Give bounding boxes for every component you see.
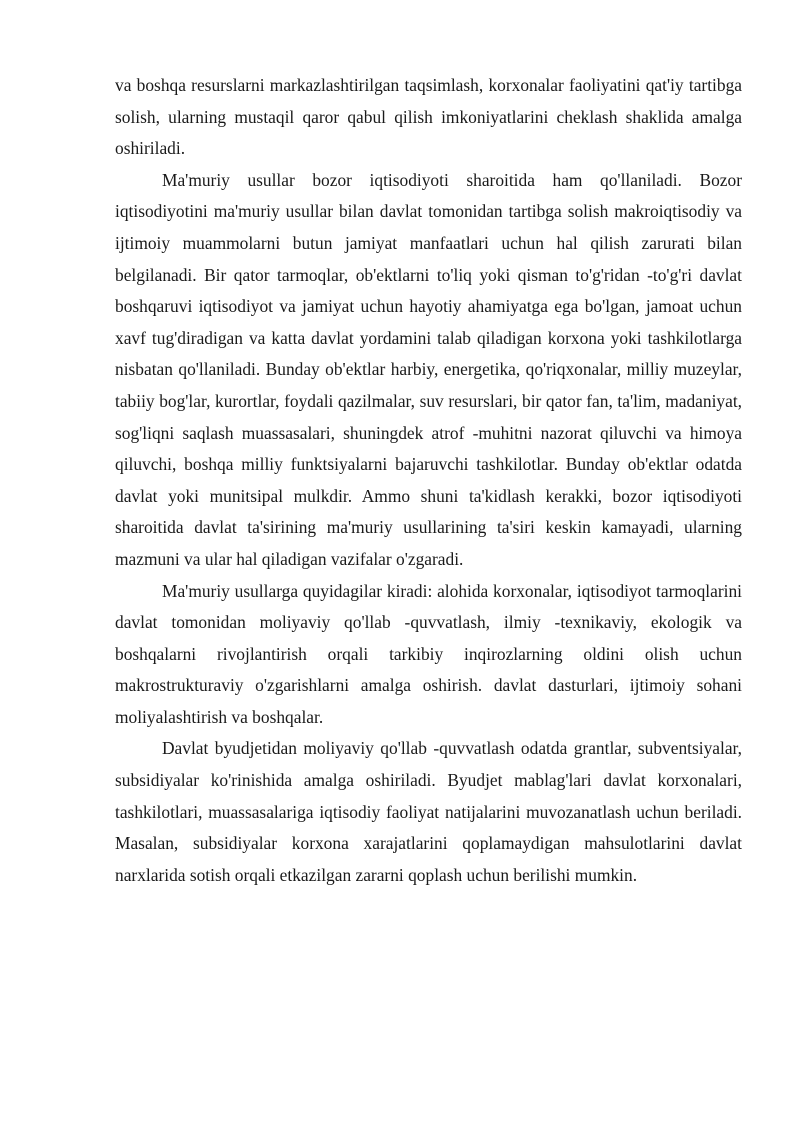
paragraph-administrative-methods-list: Ma'muriy usullarga quyidagilar kiradi: alohida korxonalar, iqtisodiyot tarmoqlarini davlat tomonidan moliyaviy qo'llab -quvvatlash, ilmiy -texnikaviy, ekologik va boshqalarni rivojlantirish orqali tarkibiy inqirozlarning oldini olish uchun makrostrukturaviy o'zgarishlarni amalga oshirish. davlat dasturlari, ijtimoiy sohani moliyalashtirish va boshqalar. bbox=[115, 580, 742, 727]
paragraph-administrative-methods: Ma'muriy usullar bozor iqtisodiyoti sharoitida ham qo'llaniladi. Bozor iqtisodiyotini ma'muriy usullar bilan davlat tomonidan tartibga solish makroiqtisodiy va ijtimoiy muammolarni butun jamiyat manfaatlari uchun hal qilish zarurati bilan belgilanadi. Bir qator tarmoqlar, ob'ektlarni to'liq yoki qisman to'g'ridan -to'g'ri davlat boshqaruvi iqtisodiyot va jamiyat uchun hayotiy ahamiyatga ega bo'lgan, jamoat uchun xavf tug'diradigan va katta davlat yordamini talab qiladigan korxona yoki tashkilotlarga nisbatan qo'llaniladi. Bunday ob'ektlar harbiy, energetika, qo'riqxonalar, milliy muzeylar, tabiiy bog'lar, kurortlar, foydali qazilmalar, suv resurslari, bir qator fan, ta'lim, madaniyat, sog'liqni saqlash muassasalari, shuningdek atrof -muhitni nazorat qiluvchi va himoya qiluvchi, boshqa milliy funktsiyalarni bajaruvchi tashkilotlar. Bunday ob'ektlar odatda davlat yoki munitsipal mulkdir. Ammo shuni ta'kidlash kerakki, bozor iqtisodiyoti sharoitida davlat ta'sirining ma'muriy usullarining ta'siri keskin kamayadi, ularning mazmuni va ular hal qiladigan vazifalar o'zgaradi. bbox=[115, 169, 742, 569]
body-text bbox=[115, 70, 742, 891]
paragraph-continuation: va boshqa resurslarni markazlashtirilgan taqsimlash, korxonalar faoliyatini qat'iy tartibga solish, ularning mustaqil qaror qabul qilish imkoniyatlarini cheklash shaklida amalga oshiriladi. bbox=[115, 75, 742, 159]
paragraph-budget-support: Davlat byudjetidan moliyaviy qo'llab -quvvatlash odatda grantlar, subventsiyalar, subsidiyalar ko'rinishida amalga oshiriladi. Byudjet mablag'lari davlat korxonalari, tashkilotlari, muassasalariga iqtisodiy faoliyat natijalarini muvozanatlash uchun beriladi. Masalan, subsidiyalar korxona xarajatlarini qoplamaydigan mahsulotlarini davlat narxlarida sotish orqali etkazilgan zararni qoplash uchun berilishi mumkin. bbox=[115, 738, 742, 885]
